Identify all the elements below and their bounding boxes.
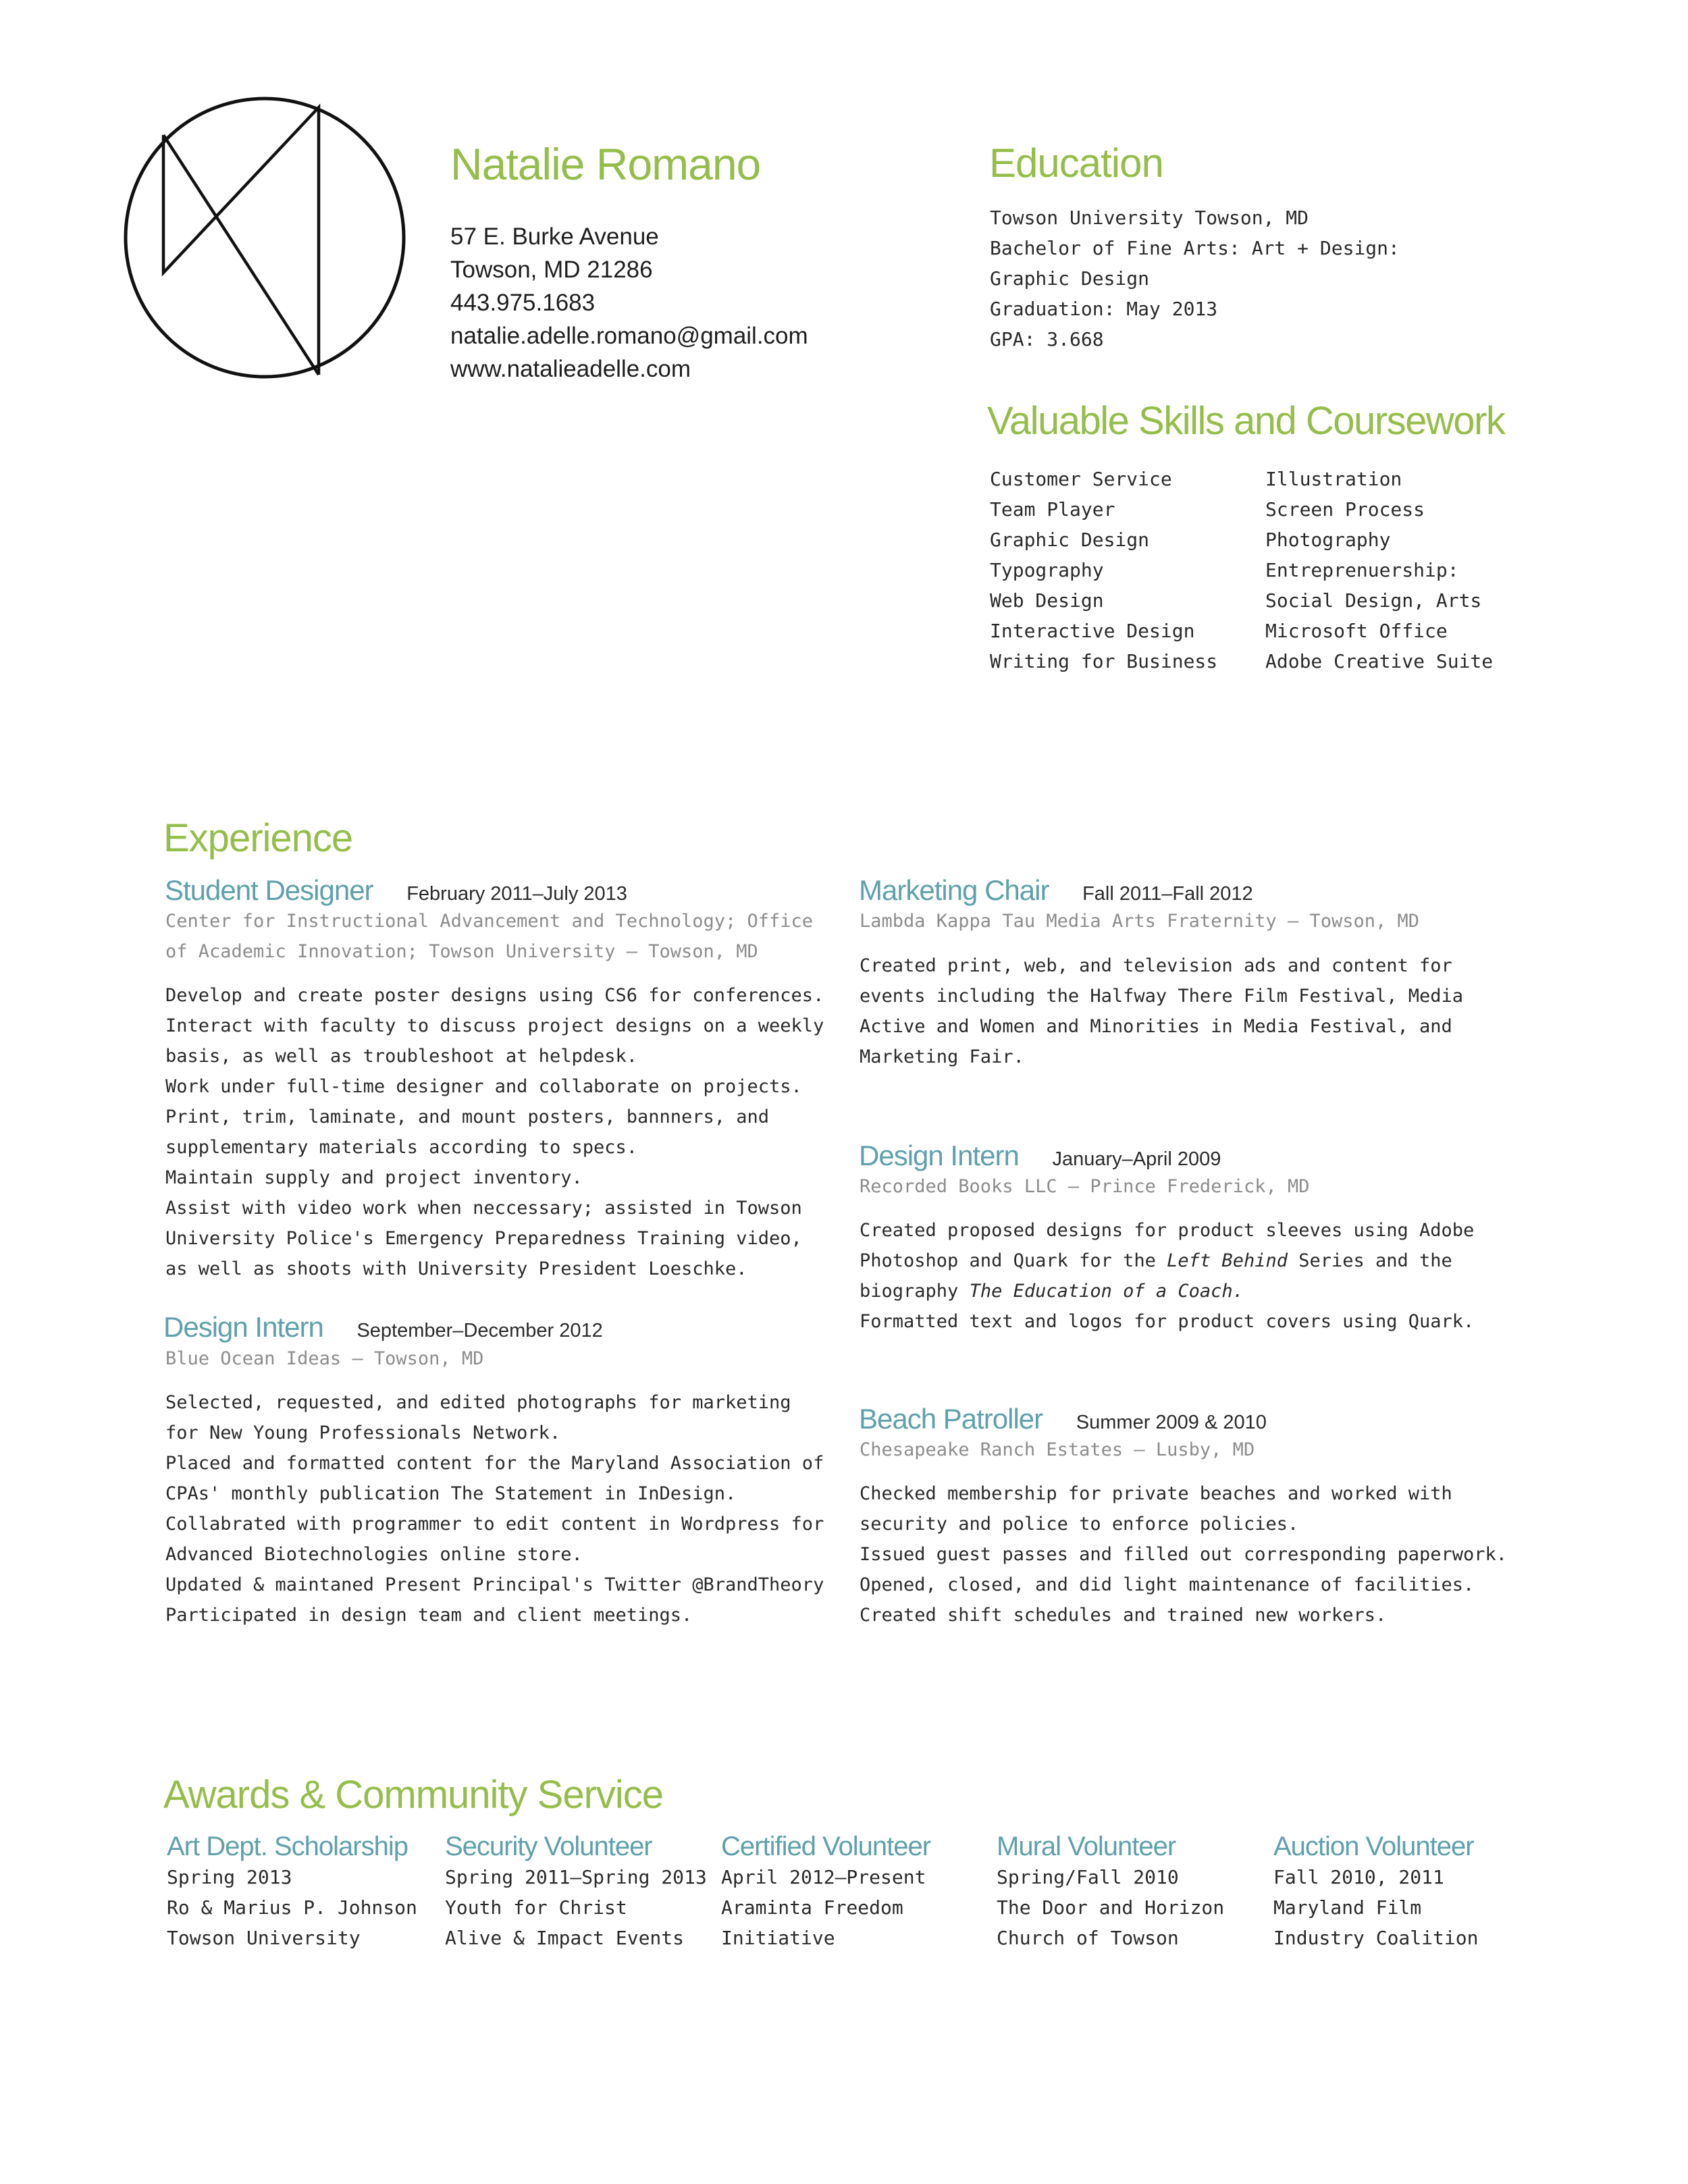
job-title: Design Intern xyxy=(163,1311,323,1343)
job-description xyxy=(860,951,1463,1072)
skill-item: Entreprenuership: xyxy=(1265,559,1459,581)
duty-text: Photoshop and Quark for the xyxy=(860,1250,1167,1271)
duty-line: events including the Halfway There Film Festival, Media xyxy=(860,986,1464,1007)
skill-item: Social Design, Arts xyxy=(1265,589,1482,612)
duty-line: Checked membership for private beaches and worked with xyxy=(860,1483,1452,1504)
experience-heading: Experience xyxy=(163,816,353,860)
org-line: Lambda Kappa Tau Media Arts Fraternity – Towson, MD xyxy=(860,911,1420,932)
duty-line: Marketing Fair. xyxy=(860,1046,1024,1067)
duty-text: Series and the xyxy=(1287,1250,1452,1271)
duty-line: Selected, requested, and edited photographs for marketing xyxy=(165,1392,791,1413)
award-line: Youth for Christ xyxy=(445,1896,627,1919)
org-line: Center for Instructional Advancement and Technology; Office xyxy=(165,911,814,932)
job-description xyxy=(165,1387,824,1630)
duty-line: Work under full-time designer and collaborate on projects. xyxy=(165,1076,802,1097)
skill-item: Team Player xyxy=(990,498,1115,521)
book-title: The Education of a Coach. xyxy=(969,1281,1244,1302)
org-line: Blue Ocean Ideas – Towson, MD xyxy=(165,1348,484,1369)
award-line: Maryland Film xyxy=(1273,1896,1422,1919)
award-item-auction-volunteer xyxy=(1273,1832,1478,1953)
skill-item: Screen Process xyxy=(1265,498,1425,521)
duty-line: CPAs' monthly publication The Statement in InDesign. xyxy=(165,1483,737,1504)
org-line: Recorded Books LLC – Prince Frederick, MD xyxy=(860,1176,1310,1197)
duty-line: Placed and formatted content for the Maryland Association of xyxy=(165,1453,824,1474)
duty-line: Assist with video work when neccessary; assisted in Towson xyxy=(165,1198,802,1219)
duty-line: for New Young Professionals Network. xyxy=(165,1422,561,1443)
duty-line: Interact with faculty to discuss project designs on a weekly xyxy=(165,1015,824,1036)
education-line: Bachelor of Fine Arts: Art + Design: xyxy=(990,237,1400,259)
duty-line: Opened, closed, and did light maintenance of facilities. xyxy=(860,1574,1475,1595)
duty-line: Created print, web, and television ads and content for xyxy=(860,955,1452,976)
award-item-scholarship xyxy=(167,1832,417,1953)
duty-line: security and police to enforce policies. xyxy=(860,1514,1299,1535)
phone-number: 443.975.1683 xyxy=(450,290,596,316)
skill-item: Photography xyxy=(1265,529,1391,551)
job-design-intern-blue-ocean xyxy=(163,1311,603,1343)
award-details xyxy=(445,1862,707,1953)
duty-line: Advanced Biotechnologies online store. xyxy=(165,1544,583,1565)
award-details xyxy=(721,1862,930,1953)
job-date: Summer 2009 & 2010 xyxy=(1076,1412,1267,1433)
job-organization xyxy=(860,1171,1309,1202)
award-line: Ro & Marius P. Johnson xyxy=(167,1896,417,1919)
award-line: Araminta Freedom xyxy=(721,1896,903,1919)
job-description xyxy=(860,1215,1474,1337)
skill-item: Microsoft Office xyxy=(1265,620,1448,642)
job-date: Fall 2011–Fall 2012 xyxy=(1082,883,1253,905)
award-title: Certified Volunteer xyxy=(721,1832,931,1861)
monogram-nr-circle-icon xyxy=(123,96,406,379)
duty-line: Active and Women and Minorities in Media Festival, and xyxy=(860,1016,1452,1037)
job-title: Beach Patroller xyxy=(859,1403,1043,1435)
duty-line: Develop and create poster designs using CS6 for conferences. xyxy=(165,985,824,1006)
job-marketing-chair xyxy=(859,874,1253,907)
award-line: Initiative xyxy=(721,1927,835,1949)
skill-item: Web Design xyxy=(990,589,1104,612)
education-block xyxy=(990,203,1400,354)
duty-line: Created shift schedules and trained new workers. xyxy=(860,1605,1387,1626)
duty-line xyxy=(860,1276,1474,1306)
skills-column-right xyxy=(1265,464,1493,676)
skill-item: Graphic Design xyxy=(990,529,1150,551)
award-title: Auction Volunteer xyxy=(1273,1832,1474,1861)
award-line: April 2012–Present xyxy=(721,1866,926,1888)
duty-line: Issued guest passes and filled out corresponding paperwork. xyxy=(860,1544,1508,1565)
skill-item: Interactive Design xyxy=(990,620,1195,642)
skills-heading: Valuable Skills and Coursework xyxy=(987,399,1505,443)
award-item-security-volunteer xyxy=(445,1832,707,1953)
award-line: Alive & Impact Events xyxy=(445,1927,685,1949)
job-description xyxy=(165,980,824,1284)
award-details xyxy=(1273,1862,1478,1953)
duty-line: Maintain supply and project inventory. xyxy=(165,1167,583,1188)
org-line: of Academic Innovation; Towson University – Towson, MD xyxy=(165,941,758,962)
job-organization xyxy=(860,1435,1255,1465)
award-line: Spring/Fall 2010 xyxy=(997,1866,1179,1888)
education-line: GPA: 3.668 xyxy=(990,328,1104,350)
duty-line: University Police's Emergency Preparedness Training video, xyxy=(165,1228,802,1249)
skill-item: Adobe Creative Suite xyxy=(1265,650,1494,672)
award-item-mural-volunteer xyxy=(997,1832,1224,1953)
award-details xyxy=(997,1862,1224,1953)
education-line: Towson University Towson, MD xyxy=(990,207,1309,229)
award-line: Spring 2011–Spring 2013 xyxy=(445,1866,707,1888)
skill-item: Illustration xyxy=(1265,468,1402,490)
job-description xyxy=(860,1479,1507,1630)
applicant-name: Natalie Romano xyxy=(450,139,761,189)
job-student-designer xyxy=(165,874,627,907)
job-title: Student Designer xyxy=(165,874,373,906)
series-title: Left Behind xyxy=(1167,1250,1288,1271)
contact-block xyxy=(450,220,808,385)
org-line: Chesapeake Ranch Estates – Lusby, MD xyxy=(860,1439,1255,1460)
job-organization xyxy=(165,1343,483,1374)
job-date: September–December 2012 xyxy=(357,1320,603,1341)
job-date: January–April 2009 xyxy=(1052,1148,1221,1170)
duty-line: supplementary materials according to specs. xyxy=(165,1137,637,1158)
education-line: Graduation: May 2013 xyxy=(990,298,1218,320)
job-organization xyxy=(860,906,1419,936)
duty-line: Created proposed designs for product sleeves using Adobe xyxy=(860,1220,1475,1241)
award-line: Fall 2010, 2011 xyxy=(1273,1866,1444,1888)
duty-line: basis, as well as troubleshoot at helpdesk. xyxy=(165,1046,637,1067)
skill-item: Typography xyxy=(990,559,1104,581)
education-line: Graphic Design xyxy=(990,267,1150,290)
email-address[interactable]: natalie.adelle.romano@gmail.com xyxy=(450,323,808,349)
job-design-intern-recorded-books xyxy=(859,1140,1221,1172)
duty-line: Formatted text and logos for product covers using Quark. xyxy=(860,1311,1475,1332)
award-line: Spring 2013 xyxy=(167,1866,292,1888)
award-details xyxy=(167,1862,417,1953)
job-beach-patroller xyxy=(859,1403,1267,1435)
award-title: Mural Volunteer xyxy=(997,1832,1176,1861)
award-line: Industry Coalition xyxy=(1273,1927,1479,1949)
skill-item: Customer Service xyxy=(990,468,1172,490)
duty-line: Updated & maintaned Present Principal's Twitter @BrandTheory xyxy=(165,1574,824,1595)
skill-item: Writing for Business xyxy=(990,650,1218,672)
website-url[interactable]: www.natalieadelle.com xyxy=(450,356,691,382)
award-line: Towson University xyxy=(167,1927,361,1949)
city-line: Towson, MD 21286 xyxy=(450,257,653,283)
education-heading: Education xyxy=(989,140,1163,186)
duty-text: biography xyxy=(860,1281,970,1302)
award-line: The Door and Horizon xyxy=(997,1896,1225,1919)
job-organization xyxy=(165,906,813,967)
duty-line: Print, trim, laminate, and mount posters, bannners, and xyxy=(165,1107,770,1127)
duty-line: as well as shoots with University President Loeschke. xyxy=(165,1258,747,1279)
duty-line: Collabrated with programmer to edit content in Wordpress for xyxy=(165,1514,824,1535)
skills-column-left xyxy=(990,464,1217,676)
job-title: Design Intern xyxy=(859,1140,1019,1171)
award-item-certified-volunteer xyxy=(721,1832,930,1953)
award-line: Church of Towson xyxy=(997,1927,1179,1949)
award-title: Security Volunteer xyxy=(445,1832,652,1861)
job-date: February 2011–July 2013 xyxy=(406,883,627,905)
address-line: 57 E. Burke Avenue xyxy=(450,223,659,250)
job-title: Marketing Chair xyxy=(859,874,1049,906)
award-title: Art Dept. Scholarship xyxy=(167,1832,408,1861)
duty-line: Participated in design team and client meetings. xyxy=(165,1605,693,1626)
duty-line xyxy=(860,1246,1474,1276)
awards-heading: Awards & Community Service xyxy=(163,1773,664,1817)
